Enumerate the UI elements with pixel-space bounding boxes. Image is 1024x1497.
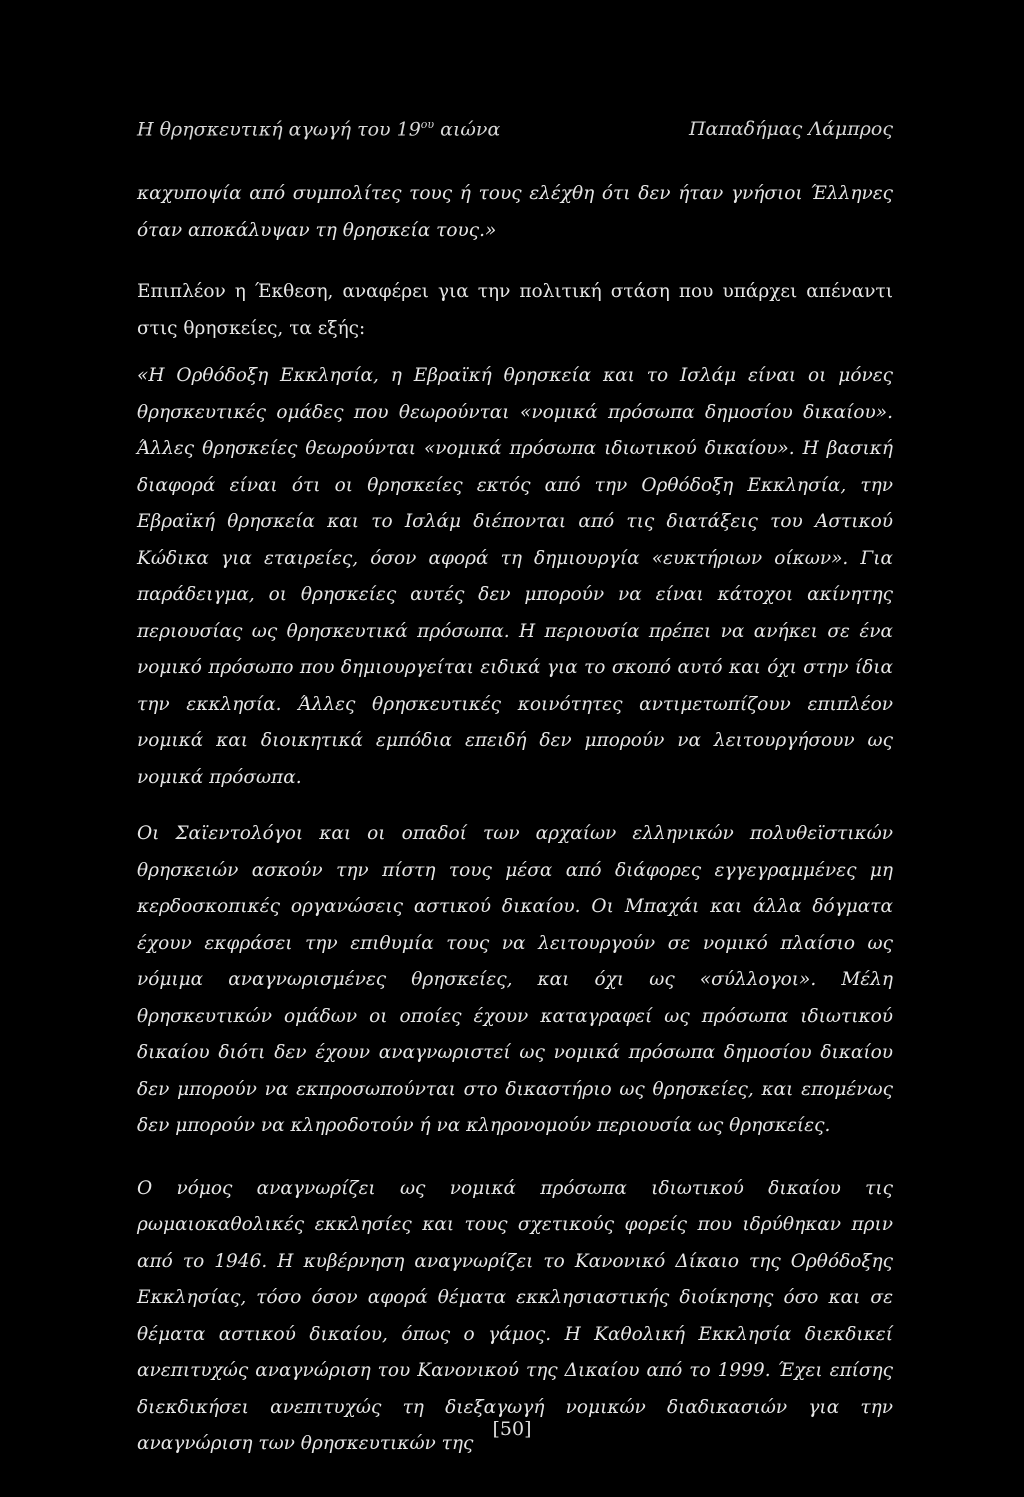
body-text [137, 176, 893, 1463]
paragraph-intro: Επιπλέον η Έκθεση, αναφέρει για την πολιτική στάση που υπάρχει απέναντι στις θρησκείες, τα εξής: [137, 281, 893, 339]
page-header [137, 118, 893, 146]
paragraph-quote-end: καχυποψία από συμπολίτες τους ή τους ελέχθη ότι δεν ήταν γνήσιοι Έλληνες όταν αποκάλυψαν τη θρησκεία τους.» [137, 183, 893, 241]
paragraph-scientologists: Οι Σαϊεντολόγοι και οι οπαδοί των αρχαίων ελληνικών πολυθεϊστικών θρησκειών ασκούν την πίστη τους μέσα από διάφορες εγγεγραμμένες μη κερδοσκοπικές οργανώσεις αστικού δικαίου. Οι Μπαχάι και άλλα δόγματα έχουν εκφράσει την επιθυμία τους να λειτουργούν σε νομικό πλαίσιο ως νόμιμα αναγνωρισμένες θρησκείες, και όχι ως «σύλλογοι». Μέλη θρησκευτικών ομάδων οι οποίες έχουν καταγραφεί ως πρόσωπα ιδιωτικού δικαίου διότι δεν έχουν αναγνωριστεί ως νομικά πρόσωπα δημοσίου δικαίου δεν μπορούν να εκπροσωπούνται στο δικαστήριο ως θρησκείες, και επομένως δεν μπορούν να κληροδοτούν ή να κληρονομούν περιουσία ως θρησκείες. [137, 823, 893, 1136]
paragraph-legal-status: «Η Ορθόδοξη Εκκλησία, η Εβραϊκή θρησκεία και το Ισλάμ είναι οι μόνες θρησκευτικές ομάδες που θεωρούνται «νομικά πρόσωπα δημοσίου δικαίου». Άλλες θρησκείες θεωρούνται «νομικά πρόσωπα ιδιωτικού δικαίου». Η βασική διαφορά είναι ότι οι θρησκείες εκτός από την Ορθόδοξη Εκκλησία, την Εβραϊκή θρησκεία και το Ισλάμ διέπονται από τις διατάξεις του Αστικού Κώδικα για εταιρείες, όσον αφορά τη δημιουργία «ευκτήριων οίκων». Για παράδειγμα, οι θρησκείες αυτές δεν μπορούν να είναι κάτοχοι ακίνητης περιουσίας ως θρησκευτικά πρόσωπα. Η περιουσία πρέπει να ανήκει σε ένα νομικό πρόσωπο που δημιουργείται ειδικά για το σκοπό αυτό και όχι στην ίδια την εκκλησία. Άλλες θρησκευτικές κοινότητες αντιμετωπίζουν επιπλέον νομικά και διοικητικά εμπόδια επειδή δεν μπορούν να λειτουργήσουν ως νομικά πρόσωπα. [137, 365, 893, 788]
page-number: [50] [492, 1418, 532, 1440]
paragraph-catholic: Ο νόμος αναγνωρίζει ως νομικά πρόσωπα ιδιωτικού δικαίου τις ρωμαιοκαθολικές εκκλησίες και τους σχετικούς φορείς που ιδρύθηκαν πριν από το 1946. Η κυβέρνηση αναγνωρίζει το Κανονικό Δίκαιο της Ορθόδοξης Εκκλησίας, τόσο όσον αφορά θέματα εκκλησιαστικής διοίκησης όσο και σε θέματα αστικού δικαίου, όπως ο γάμος. Η Καθολική Εκκλησία διεκδικεί ανεπιτυχώς αναγνώριση του Κανονικού της Δικαίου από το 1999. Έχει επίσης διεκδικήσει ανεπιτυχώς τη διεξαγωγή νομικών διαδικασιών για την αναγνώριση των θρησκευτικών της [137, 1177, 893, 1454]
header-title: Η θρησκευτική αγωγή του $19^{o\upsilon}$ αιώνα [137, 118, 501, 141]
header-author: Παπαδήμας Λάμπρος [688, 118, 893, 140]
